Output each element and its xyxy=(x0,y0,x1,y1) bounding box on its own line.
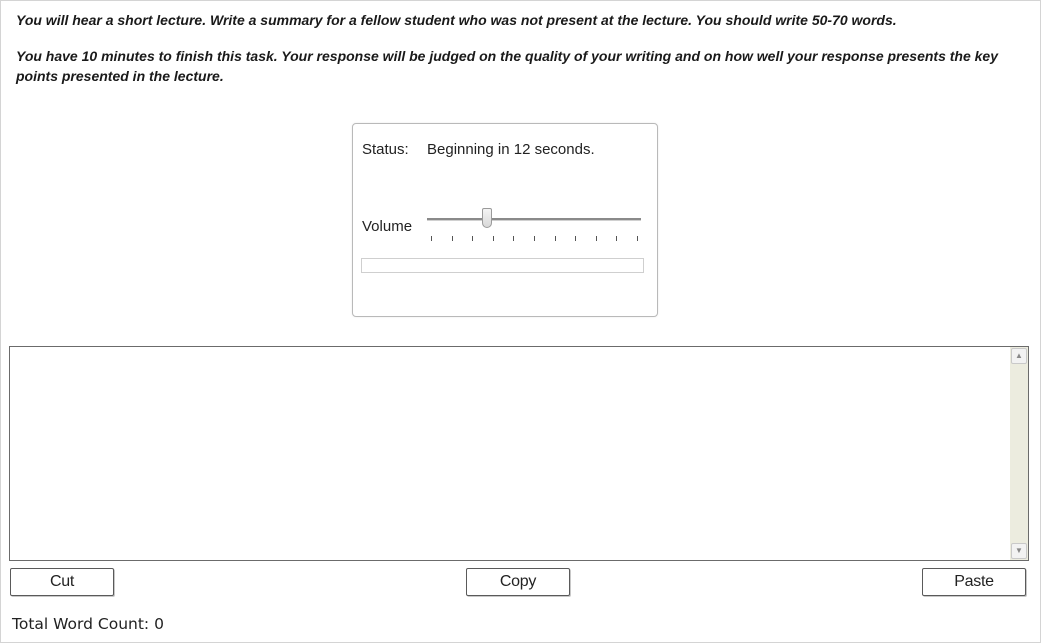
status-label: Status: xyxy=(362,141,409,158)
instruction-text-2: You have 10 minutes to finish this task. Your response will be judged on the quality of your writing and on how well your response presents the key points presented in the lecture. xyxy=(16,48,998,84)
volume-tick xyxy=(637,236,638,241)
volume-tick xyxy=(575,236,576,241)
paste-button[interactable]: Paste xyxy=(922,568,1026,596)
status-value: Beginning in 12 seconds. xyxy=(427,141,595,158)
volume-tick xyxy=(472,236,473,241)
response-textarea[interactable] xyxy=(10,347,1010,560)
cut-button[interactable]: Cut xyxy=(10,568,114,596)
audio-player xyxy=(352,123,658,317)
volume-tick xyxy=(493,236,494,241)
chevron-up-icon[interactable]: ▲ xyxy=(1011,348,1027,364)
response-editor xyxy=(9,346,1029,561)
volume-tick xyxy=(555,236,556,241)
editor-scrollbar[interactable] xyxy=(1010,347,1028,560)
volume-label: Volume xyxy=(362,218,413,235)
volume-tick xyxy=(534,236,535,241)
volume-tick xyxy=(431,236,432,241)
instruction-text-1: You will hear a short lecture. Write a summary for a fellow student who was not present at the lecture. You should write 50-70 words. xyxy=(16,12,897,28)
chevron-down-icon[interactable]: ▼ xyxy=(1011,543,1027,559)
volume-slider-track[interactable] xyxy=(427,218,641,221)
volume-tick xyxy=(616,236,617,241)
volume-tick xyxy=(596,236,597,241)
copy-button[interactable]: Copy xyxy=(466,568,570,596)
audio-progress-bar xyxy=(361,258,644,273)
volume-tick xyxy=(513,236,514,241)
word-count: Total Word Count: 0 xyxy=(12,615,164,633)
volume-slider-thumb[interactable] xyxy=(482,208,492,228)
volume-tick xyxy=(452,236,453,241)
